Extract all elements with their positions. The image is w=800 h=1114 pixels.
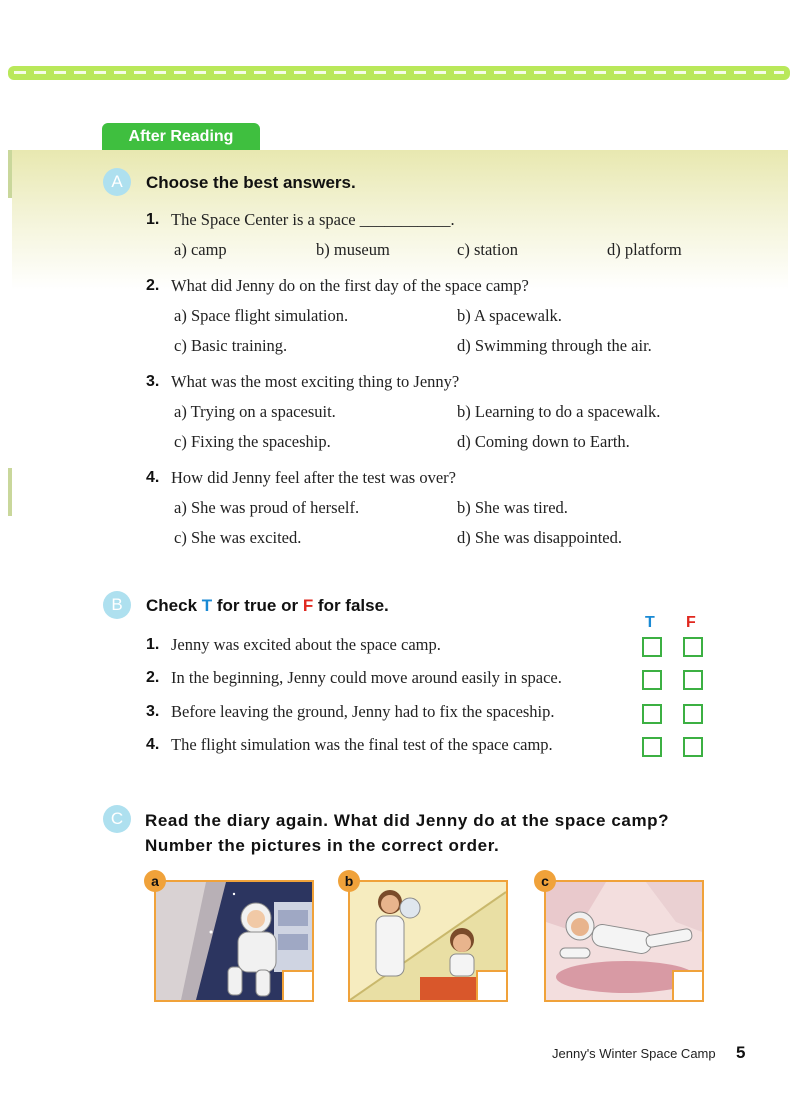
false-column-header: F	[686, 614, 696, 631]
statement-number: 2.	[146, 669, 160, 686]
true-checkbox[interactable]	[642, 737, 662, 757]
statement-number: 1.	[146, 636, 160, 653]
answer-option[interactable]: a) Trying on a spacesuit.	[174, 402, 336, 421]
answer-option[interactable]: d) Coming down to Earth.	[457, 432, 630, 451]
true-column-header: T	[645, 614, 655, 631]
answer-number-box[interactable]	[282, 970, 312, 1000]
answer-option[interactable]: d) platform	[607, 240, 682, 259]
picture-a	[154, 880, 314, 1002]
question-text: The Space Center is a space ___________.	[171, 210, 455, 229]
true-checkbox[interactable]	[642, 670, 662, 690]
section-c-badge: C	[103, 805, 131, 833]
false-checkbox[interactable]	[683, 737, 703, 757]
after-reading-tab: After Reading	[102, 123, 260, 150]
statement-text: The flight simulation was the final test of the space camp.	[171, 735, 553, 754]
answer-number-box[interactable]	[672, 970, 702, 1000]
answer-option[interactable]: c) Fixing the spaceship.	[174, 432, 331, 451]
answer-option[interactable]: c) station	[457, 240, 518, 259]
side-marker	[8, 150, 12, 198]
answer-option[interactable]: b) Learning to do a spacewalk.	[457, 402, 661, 421]
answer-option[interactable]: a) Space flight simulation.	[174, 306, 349, 325]
section-a-badge: A	[103, 168, 131, 196]
question-text: How did Jenny feel after the test was over?	[171, 468, 456, 487]
question-number: 1.	[146, 211, 160, 228]
answer-option[interactable]: d) She was disappointed.	[457, 528, 622, 547]
question-number: 4.	[146, 469, 160, 486]
answer-option[interactable]: a) She was proud of herself.	[174, 498, 360, 517]
statement-number: 4.	[146, 736, 160, 753]
true-checkbox[interactable]	[642, 637, 662, 657]
false-checkbox[interactable]	[683, 637, 703, 657]
statement-text: Jenny was excited about the space camp.	[171, 635, 441, 654]
answer-option[interactable]: c) Basic training.	[174, 336, 288, 355]
statement-number: 3.	[146, 703, 160, 720]
section-b-badge: B	[103, 591, 131, 619]
question-text: What was the most exciting thing to Jenny?	[171, 372, 460, 391]
question-number: 3.	[146, 373, 160, 390]
false-checkbox[interactable]	[683, 670, 703, 690]
picture-label: a	[144, 870, 166, 892]
book-title: Jenny's Winter Space Camp	[552, 1046, 716, 1061]
answer-option[interactable]: b) She was tired.	[457, 498, 568, 517]
section-a-title: Choose the best answers.	[146, 173, 356, 192]
question-text: What did Jenny do on the first day of the space camp?	[171, 276, 529, 295]
picture-c	[544, 880, 704, 1002]
top-decorative-band	[8, 66, 790, 80]
statement-text: Before leaving the ground, Jenny had to fix the spaceship.	[171, 702, 555, 721]
picture-label: b	[338, 870, 360, 892]
section-b-title: Check T for true or F for false.	[146, 596, 389, 615]
answer-option[interactable]: b) museum	[316, 240, 390, 259]
side-marker	[8, 468, 12, 516]
picture-b	[348, 880, 508, 1002]
statement-text: In the beginning, Jenny could move around easily in space.	[171, 668, 562, 687]
answer-option[interactable]: a) camp	[174, 240, 227, 259]
section-c-title: Read the diary again. What did Jenny do at the space camp? Number the pictures in the correct order.	[145, 811, 670, 855]
answer-number-box[interactable]	[476, 970, 506, 1000]
question-number: 2.	[146, 277, 160, 294]
false-checkbox[interactable]	[683, 704, 703, 724]
answer-option[interactable]: d) Swimming through the air.	[457, 336, 652, 355]
picture-label: c	[534, 870, 556, 892]
page-number: 5	[736, 1043, 746, 1062]
true-checkbox[interactable]	[642, 704, 662, 724]
answer-option[interactable]: b) A spacewalk.	[457, 306, 562, 325]
answer-option[interactable]: c) She was excited.	[174, 528, 302, 547]
